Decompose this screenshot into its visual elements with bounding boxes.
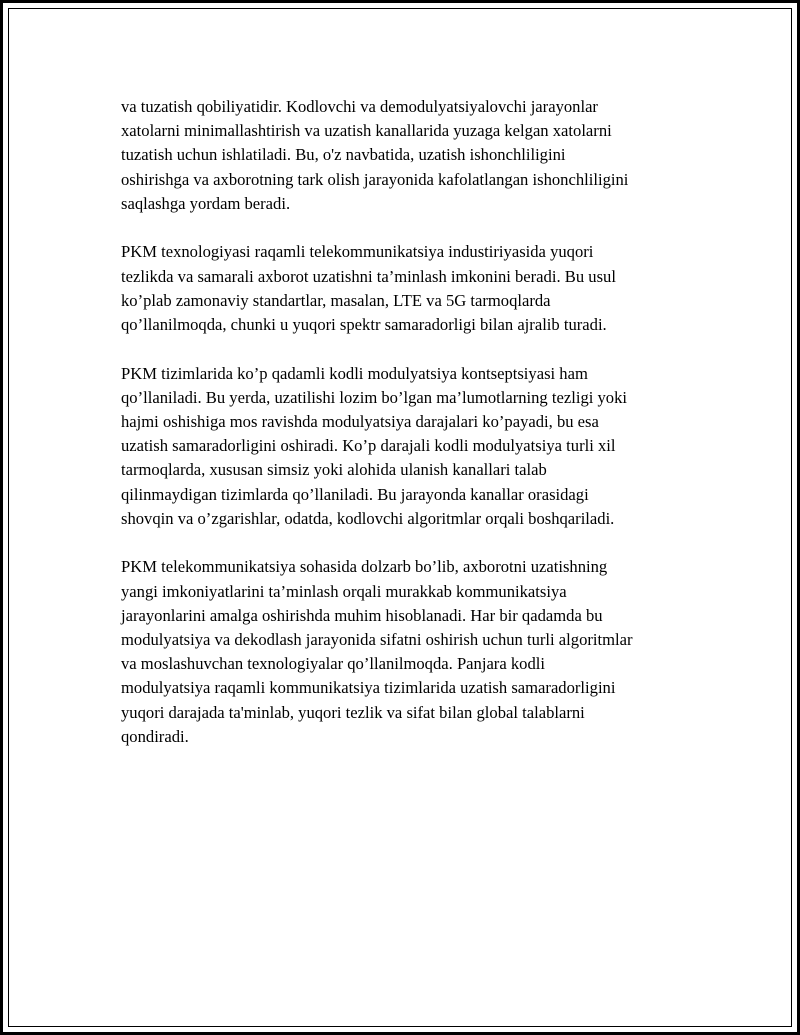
paragraph-1: va tuzatish qobiliyatidir. Kodlovchi va demodulyatsiyalovchi jarayonlar xatolarni minimallashtirish va uzatish kanallarida yuzaga kelgan xatolarni tuzatish uchun ishlatiladi. Bu, o'z navbatida, uzatish ishonchliligini oshirishga va axborotning tark olish jarayonida kafolatlangan ishonchliligini saqlashga yordam beradi. (121, 97, 629, 213)
document-body (121, 95, 711, 773)
paragraph-2: PKM texnologiyasi raqamli telekommunikatsiya industiriyasida yuqori tezlikda va samarali axborot uzatishni ta’minlash imkonini beradi. Bu usul ko’plab zamonaviy standartlar, masalan, LTE va 5G tarmoqlarda qo’llanilmoqda, chunki u yuqori spektr samaradorligi bilan ajralib turadi. (121, 242, 616, 335)
paragraph-3: PKM tizimlarida ko’p qadamli kodli modulyatsiya kontseptsiyasi ham qo’llaniladi. Bu yerda, uzatilishi lozim bo’lgan ma’lumotlarning tezligi yoki hajmi oshishiga mos ravishda modulyatsiya darajalari ko’payadi, bu esa uzatish samaradorligini oshiradi. Ko’p darajali kodli modulyatsiya turli xil tarmoqlarda, xususan simsiz yoki alohida ulanish kanallari talab qilinmaydigan tizimlarda qo’llaniladi. Bu jarayonda kanallar orasidagi shovqin va o’zgarishlar, odatda, kodlovchi algoritmlar orqali boshqariladi. (121, 363, 627, 528)
paragraph-4: PKM telekommunikatsiya sohasida dolzarb bo’lib, axborotni uzatishning yangi imkoniyatlarini ta’minlash orqali murakkab kommunikatsiya jarayonlarini amalga oshirishda muhim hisoblanadi. Har bir qadamda bu modulyatsiya va dekodlash jarayonida sifatni oshirish uchun turli algoritmlar va moslashuvchan texnologiyalar qo’llanilmoqda. Panjara kodli modulyatsiya raqamli kommunikatsiya tizimlarida uzatish samaradorligini yuqori darajada ta'minlab, yuqori tezlik va sifat bilan global talablarni qondiradi. (121, 557, 633, 746)
